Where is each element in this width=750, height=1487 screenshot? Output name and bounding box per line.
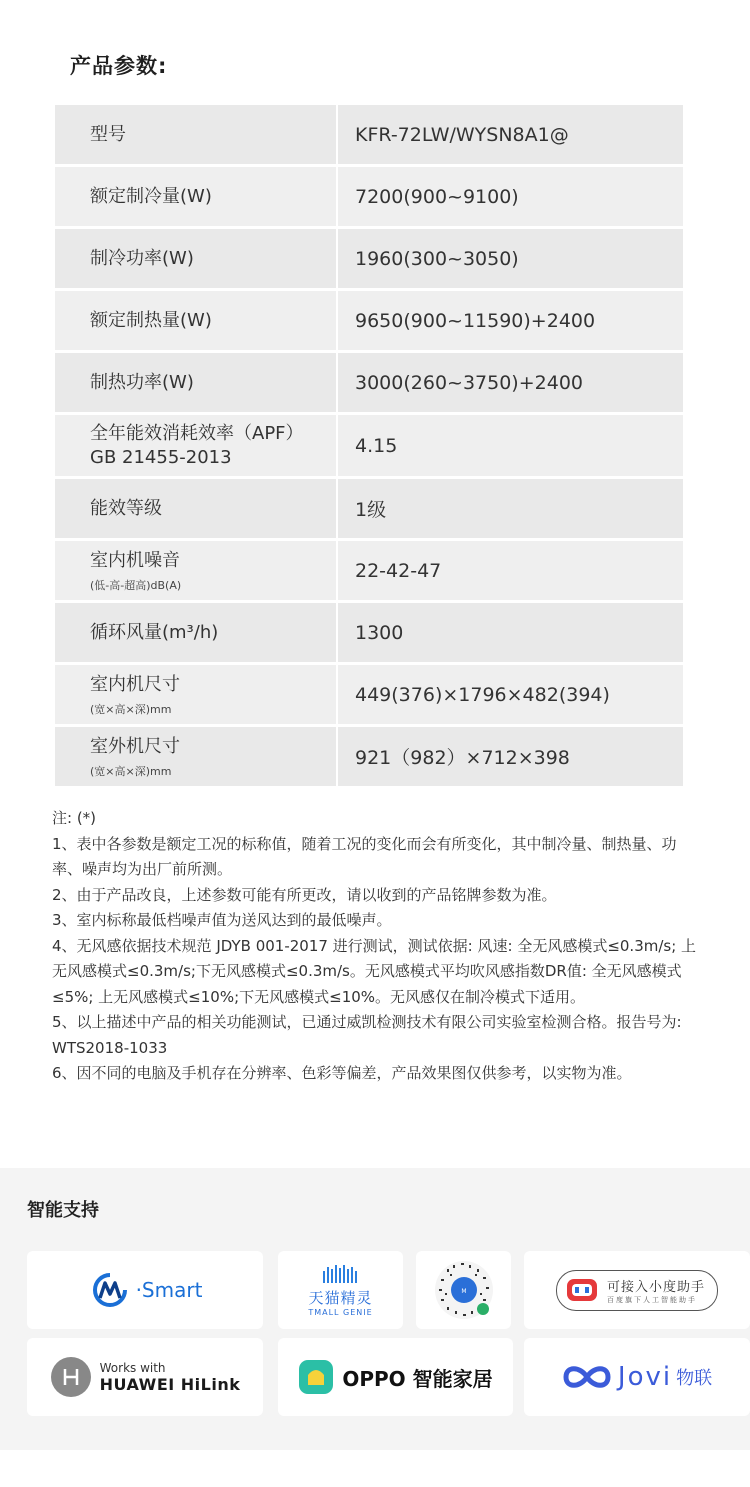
sound-wave-icon [321,1263,361,1285]
row-label-cell [55,105,338,164]
xiaodu-label: 可接入小度助手 [606,1279,705,1295]
row-label-cell [55,479,338,538]
row-label-sub: (宽×高×深)mm [90,764,172,778]
row-value: 7200(900~9100) [355,185,519,208]
xiaodu-sublabel: 百度旗下人工智能助手 [606,1295,697,1304]
row-label-cell [55,291,338,350]
row-label: 制热功率(W) [90,371,194,393]
table-row [55,415,683,476]
note-item: 1、表中各参数是额定工况的标称值，随着工况的变化而会有所变化，其中制冷量、制热量、功率、噪声均为出厂前所测。 [52,834,677,878]
row-label-sub: (低-高-超高)dB(A) [90,578,182,592]
row-label: 能效等级 [90,497,162,519]
row-label-cell [55,167,338,226]
row-value: 22-42-47 [355,559,442,582]
hilink-brand: HUAWEI HiLink [99,1374,241,1394]
note-item: 5、以上描述中产品的相关功能测试，已通过威凯检测技术有限公司实验室检测合格。报告号为: WTS2018-1033 [52,1013,682,1057]
row-value: 1960(300~3050) [355,247,519,270]
row-label: 额定制热量(W) [90,309,212,331]
table-row [55,167,683,226]
hilink-logo-icon [50,1356,92,1398]
tmall-genie-tile [278,1251,403,1329]
hilink-works-with: Works with [99,1360,166,1375]
table-row [55,479,683,538]
row-label-sub: (宽×高×深)mm [90,702,172,716]
row-label-standard: GB 21455-2013 [90,446,232,468]
row-label: 额定制冷量(W) [90,185,212,207]
table-row [55,665,683,724]
row-label-cell [55,229,338,288]
row-label-cell [55,603,338,662]
row-label: 室外机尺寸 [90,735,180,757]
msmart-logo-icon [88,1272,132,1308]
row-label: 全年能效消耗效率（APF） [90,422,304,444]
mini-program-tile [416,1251,511,1329]
jovi-infinity-icon [562,1362,612,1392]
row-label: 室内机尺寸 [90,673,180,695]
row-label-cell [55,541,338,600]
row-value: 3000(260~3750)+2400 [355,371,583,394]
svg-text:M: M [460,1288,467,1295]
table-row [55,229,683,288]
table-row [55,727,683,786]
row-label-cell [55,727,338,786]
note-item: 6、因不同的电脑及手机存在分辨率、色彩等偏差，产品效果图仅供参考，以实物为准。 [52,1064,632,1082]
table-row [55,353,683,412]
oppo-tile [278,1338,513,1416]
row-label: 型号 [90,123,126,145]
oppo-label: OPPO 智能家居 [342,1366,493,1391]
note-item: 4、无风感依据技术规范 JDYB 001-2017 进行测试，测试依据: 风速: 全无风感模式≤0.3m/s; 上无风感模式≤0.3m/s;下无风感模式≤0.3m/s。无风感模式平均吹风感指数DR值: 全无风感模式≤5%; 上无风感模式≤10%;下无风感模式≤10%。无风感仅在制冷模式下适用。 [52,936,697,1006]
row-label: 室内机噪音 [90,549,180,571]
table-row [55,105,683,164]
row-value: 1级 [355,499,387,521]
smart-support-title: 智能支持 [27,1200,99,1221]
note-header: 注: (*) [52,809,97,827]
oppo-home-icon [298,1359,334,1395]
jovi-label: Jovi [617,1362,673,1392]
xiaodu-text [607,1276,705,1305]
msmart-label: ·Smart [135,1278,203,1302]
msmart-tile [27,1251,263,1329]
spec-table [55,105,683,789]
hilink-tile [27,1338,263,1416]
hilink-text [100,1361,241,1394]
notes [52,806,702,1087]
xiaodu-badge [556,1270,718,1311]
note-item: 3、室内标称最低档噪声值为送风达到的最低噪声。 [52,911,392,929]
table-row [55,291,683,350]
row-label: 制冷功率(W) [90,247,194,269]
row-label-cell [55,415,338,476]
row-value: KFR-72LW/WYSN8A1@ [355,123,569,146]
jovi-tile [524,1338,750,1416]
mini-program-code-icon [433,1259,495,1321]
row-label-cell [55,665,338,724]
xiaodu-tile [524,1251,750,1329]
jovi-iot-label: 物联 [676,1368,713,1389]
row-value: 4.15 [355,434,398,457]
row-value: 9650(900~11590)+2400 [355,309,596,332]
row-value: 1300 [355,621,404,644]
table-row [55,541,683,600]
tmall-genie-en-label: TMALL GENIE [308,1308,373,1317]
row-label: 循环风量(m³/h) [90,621,219,643]
section-title: 产品参数: [70,54,168,78]
tmall-genie-label: 天猫精灵 [308,1289,373,1307]
table-row [55,603,683,662]
xiaodu-logo-icon [565,1277,599,1303]
row-value: 449(376)×1796×482(394) [355,683,610,706]
row-label-cell [55,353,338,412]
note-item: 2、由于产品改良，上述参数可能有所更改，请以收到的产品铭牌参数为准。 [52,885,557,904]
row-value: 921（982）×712×398 [355,747,570,769]
